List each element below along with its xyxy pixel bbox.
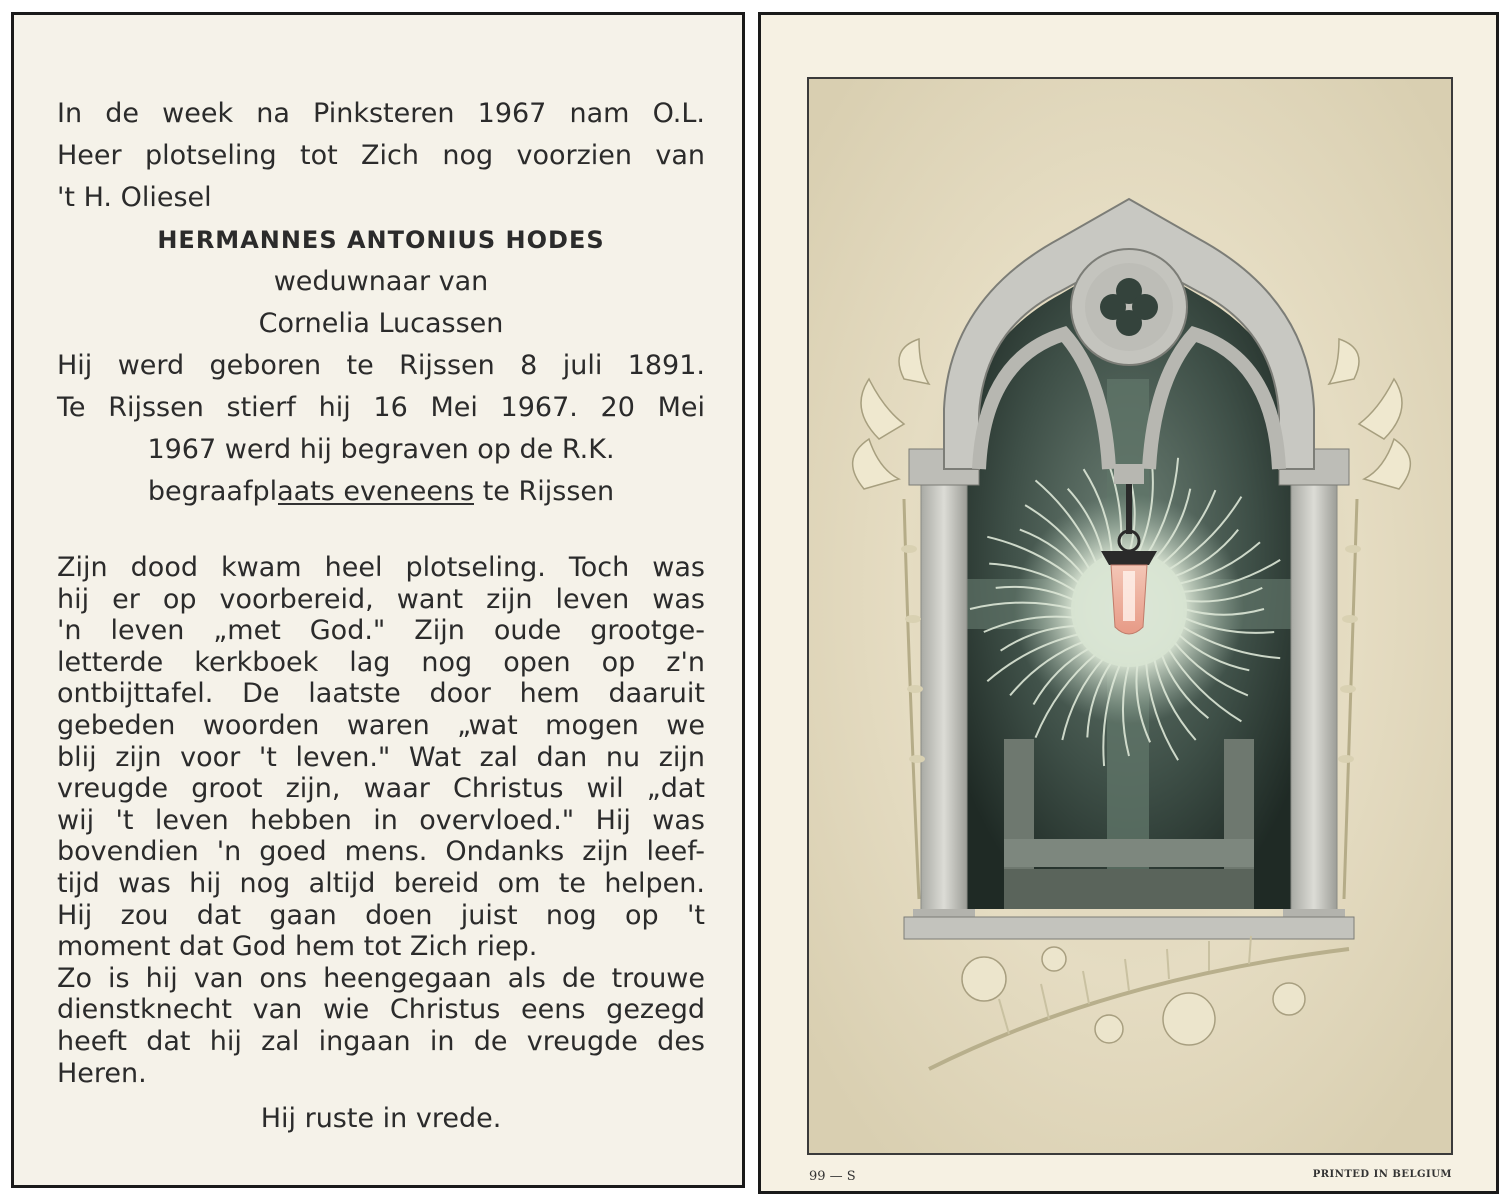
bio-line: vreugde groot zijn, waar Christus wil „dat xyxy=(57,773,705,805)
card-code: 99 — S xyxy=(809,1169,856,1184)
bio-line: hij er op voorbereid, want zijn leven was xyxy=(57,583,705,615)
bio-line: Hij zou dat gaan doen juist nog op 't xyxy=(57,899,705,931)
intro-block xyxy=(57,93,705,513)
gothic-niche-illustration xyxy=(807,77,1453,1155)
bio-line: heeft dat hij zal ingaan in de vreugde des xyxy=(57,1025,705,1057)
spouse-name: Cornelia Lucassen xyxy=(258,308,504,339)
biography-block xyxy=(57,552,705,1089)
bio-line: ontbijttafel. De laatste door hem daaruit xyxy=(57,678,705,710)
closing-line: Hij ruste in vrede. xyxy=(260,1103,502,1134)
bio-line: 'n leven „met God." Zijn oude grootge- xyxy=(57,615,705,647)
burial-line: begraafplaats eveneens te Rijssen xyxy=(147,476,615,507)
bio-line: blij zijn voor 't leven." Wat zal dan nu zijn xyxy=(57,741,705,773)
bio-line: letterde kerkboek lag nog open op z'n xyxy=(57,646,705,678)
divider xyxy=(278,503,474,505)
bio-line: moment dat God hem tot Zich riep. xyxy=(57,931,538,963)
relation-label: weduwnaar van xyxy=(273,266,489,297)
birth-line: Hij werd geboren te Rijssen 8 juli 1891. xyxy=(57,350,705,381)
bio-line: dienstknecht van wie Christus eens gezegd xyxy=(57,994,705,1026)
bio-line: gebeden woorden waren „wat mogen we xyxy=(57,709,705,741)
death-line: Te Rijssen stierf hij 16 Mei 1967. 20 Mei xyxy=(57,392,705,423)
memorial-text-card xyxy=(11,12,745,1188)
devotional-image-card xyxy=(758,12,1499,1194)
bio-line: wij 't leven hebben in overvloed." Hij was xyxy=(57,804,705,836)
printer-credit: PRINTED IN BELGIUM xyxy=(1312,1169,1452,1180)
intro-line: Heer plotseling tot Zich nog voorzien van xyxy=(57,140,705,171)
deceased-name: HERMANNES ANTONIUS HODES xyxy=(157,226,605,254)
burial-line: 1967 werd hij begraven op de R.K. xyxy=(147,434,615,465)
bio-line: Zijn dood kwam heel plotseling. Toch was xyxy=(57,552,705,583)
bio-line: bovendien 'n goed mens. Ondanks zijn leef- xyxy=(57,836,705,868)
intro-line: 't H. Oliesel xyxy=(57,182,212,213)
intro-line: In de week na Pinksteren 1967 nam O.L. xyxy=(57,98,705,129)
bio-line: Zo is hij van ons heengegaan als de trouwe xyxy=(57,962,705,994)
bio-line: Heren. xyxy=(57,1057,147,1089)
bio-line: tijd was hij nog altijd bereid om te helpen. xyxy=(57,867,705,899)
illustration-svg xyxy=(809,79,1451,1153)
